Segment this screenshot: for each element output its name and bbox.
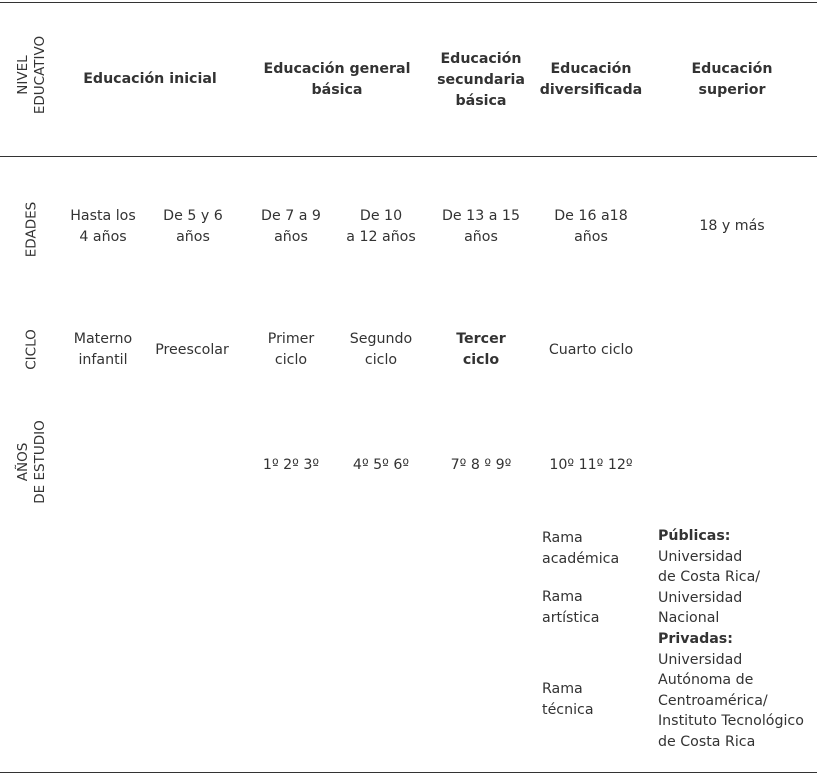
header-educacion-inicial: Educación inicial (83, 71, 217, 87)
universidades-block (658, 526, 816, 753)
edades-cell-6: De 16 a18 años (554, 208, 628, 245)
publicas-label: Públicas: (658, 528, 731, 544)
row-label-edades: EDADES (23, 201, 40, 258)
privadas-list: Universidad Autónoma de Centroamérica/ Instituto Tecnológico de Costa Rica (658, 651, 804, 750)
edades-cell-5: De 13 a 15 años (442, 208, 520, 245)
ciclo-cell-6: Cuarto ciclo (548, 342, 634, 358)
anos-cell-3: 1º 2º 3º (262, 457, 320, 473)
publicas-list: Universidad de Costa Rica/ Universidad Nacional (658, 548, 761, 627)
bottom-rule (0, 772, 817, 773)
rama-tecnica: Rama técnica (542, 681, 594, 718)
header-educacion-secundaria-basica: Educación secundaria básica (437, 51, 525, 109)
ciclo-cell-1: Materno infantil (73, 331, 133, 368)
top-rule (0, 2, 817, 3)
edades-cell-2: De 5 y 6 años (163, 208, 223, 245)
ciclo-cell-3: Primer ciclo (267, 331, 315, 368)
row-label-anos-de-estudio: AÑOS DE ESTUDIO (15, 420, 48, 504)
anos-cell-5: 7º 8 º 9º (450, 457, 512, 473)
row-label-ciclo: CICLO (23, 329, 40, 370)
row-label-nivel-educativo: NIVEL EDUCATIVO (15, 35, 48, 115)
edades-cell-7: 18 y más (699, 218, 765, 234)
rama-academica: Rama académica (542, 530, 620, 567)
ciclo-cell-4: Segundo ciclo (349, 331, 413, 368)
privadas-label: Privadas: (658, 630, 733, 647)
anos-cell-6: 10º 11º 12º (549, 457, 633, 473)
edades-cell-4: De 10 a 12 años (346, 208, 416, 245)
ciclo-cell-2: Preescolar (155, 342, 229, 358)
header-rule (0, 156, 817, 157)
header-educacion-superior: Educación superior (691, 61, 773, 98)
edades-cell-1: Hasta los 4 años (70, 208, 136, 245)
edades-cell-3: De 7 a 9 años (261, 208, 321, 245)
header-educacion-diversificada: Educación diversificada (539, 61, 643, 98)
rama-artistica: Rama artística (542, 589, 600, 626)
anos-cell-4: 4º 5º 6º (352, 457, 410, 473)
header-educacion-general-basica: Educación general básica (263, 61, 411, 98)
ciclo-cell-5: Tercer ciclo (456, 331, 506, 368)
